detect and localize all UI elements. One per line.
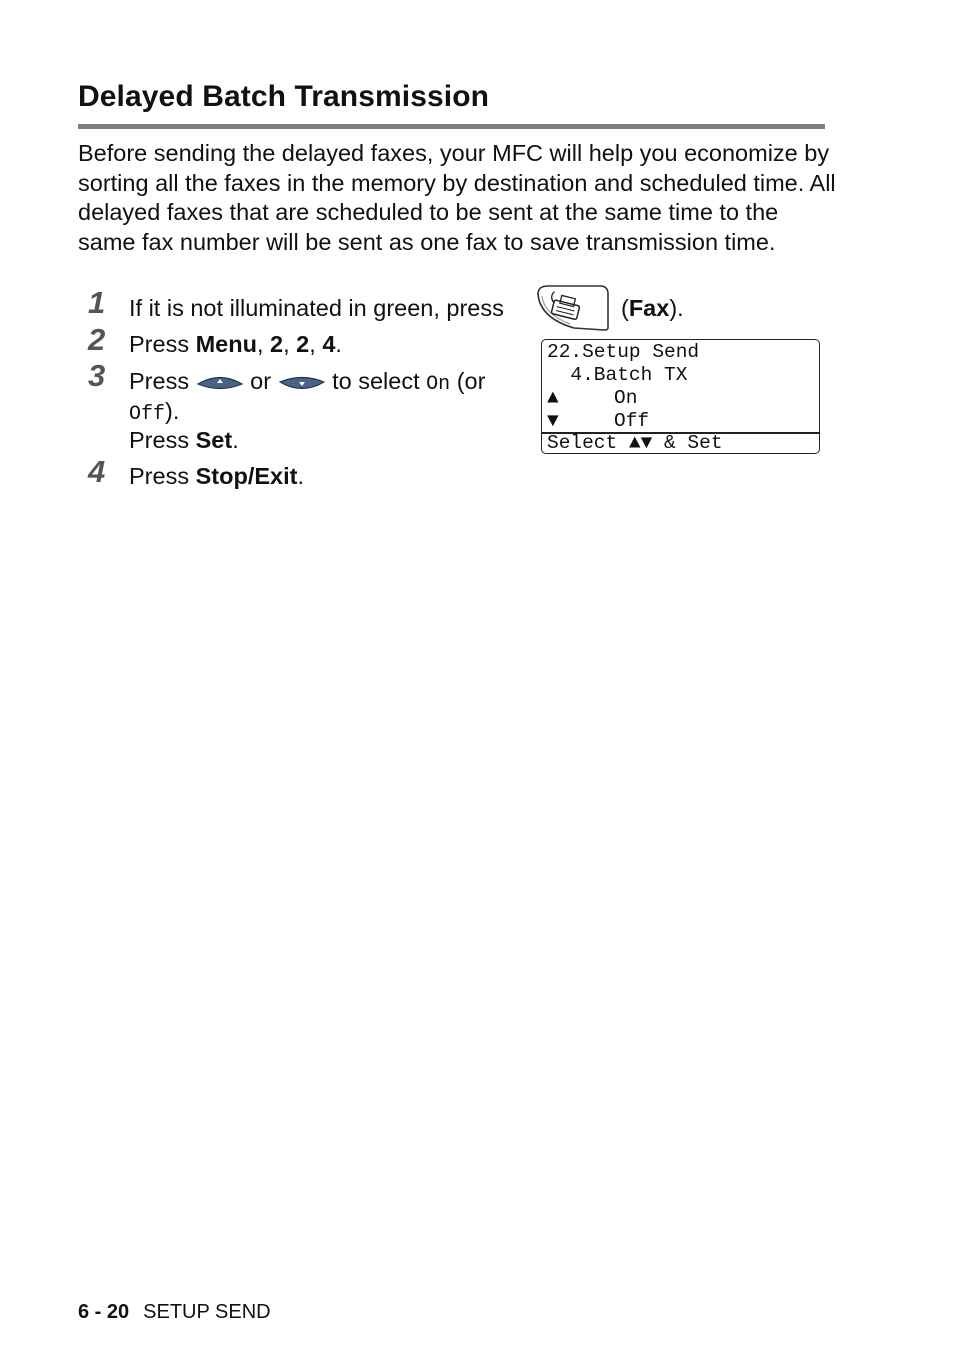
- step-1-fax-label: [621, 294, 684, 323]
- close-paren: ).: [165, 398, 180, 424]
- or-label: or: [250, 368, 272, 394]
- title-rule: [78, 124, 825, 129]
- period: .: [297, 463, 304, 489]
- option-off: Off: [129, 403, 166, 426]
- down-arrow-key-icon: [278, 373, 326, 393]
- section-name: SETUP SEND: [143, 1301, 271, 1323]
- key-2-label: 2: [270, 331, 284, 357]
- open-paren: (: [621, 295, 629, 321]
- comma: ,: [256, 331, 264, 357]
- step-3-line-1: [129, 367, 485, 399]
- step-3-number: 3: [88, 358, 106, 393]
- page-number: 6 - 20: [78, 1301, 130, 1323]
- lcd-line-2: 4.Batch TX: [547, 364, 688, 386]
- step-4-text: [129, 462, 304, 491]
- period: .: [335, 331, 342, 357]
- stop-exit-key-label: Stop/Exit: [195, 463, 298, 489]
- comma: ,: [283, 331, 290, 357]
- option-on: On: [426, 373, 451, 396]
- step-2-number: 2: [88, 322, 106, 357]
- key-4-label: 4: [322, 331, 336, 357]
- fax-button-icon: [534, 284, 612, 332]
- press-label: Press: [129, 331, 190, 357]
- step-3-line-2: [129, 397, 179, 429]
- up-arrow-key-icon: [196, 373, 244, 393]
- step-3-line-3: [129, 426, 239, 455]
- comma: ,: [309, 331, 316, 357]
- menu-key-label: Menu: [195, 331, 257, 357]
- fax-key-label: Fax: [628, 295, 670, 321]
- step-1-number: 1: [88, 285, 106, 320]
- key-2-label: 2: [296, 331, 310, 357]
- lcd-option-off: Off: [614, 410, 650, 432]
- step-4-number: 4: [88, 454, 106, 489]
- lcd-display: [541, 339, 820, 454]
- lcd-line-5: Select ▲▼ & Set: [547, 432, 723, 454]
- close-paren: ).: [669, 295, 684, 321]
- set-key-label: Set: [195, 427, 233, 453]
- lcd-down-marker: ▼: [547, 410, 559, 432]
- lcd-up-marker: ▲: [547, 387, 559, 409]
- press-label: Press: [129, 368, 190, 394]
- step-2-text: [129, 330, 342, 359]
- page-footer: [78, 1301, 271, 1324]
- step-1-text: [129, 294, 504, 323]
- lcd-line-1: 22.Setup Send: [547, 341, 700, 363]
- or-label: (or: [456, 368, 486, 394]
- to-select-label: to select: [332, 368, 420, 394]
- press-label: Press: [129, 427, 190, 453]
- lcd-option-on: On: [614, 387, 638, 409]
- step-1-instruction: If it is not illuminated in green, press: [129, 295, 504, 321]
- page-title: Delayed Batch Transmission: [78, 80, 490, 113]
- intro-paragraph: Before sending the delayed faxes, your MFC will help you economize by sorting all the faxes in the memory by destination and scheduled time. All delayed faxes that are scheduled to be sent at the same time to the same fax number will be sent as one fax to save transmission time.: [78, 140, 836, 256]
- press-label: Press: [129, 463, 190, 489]
- period: .: [232, 427, 239, 453]
